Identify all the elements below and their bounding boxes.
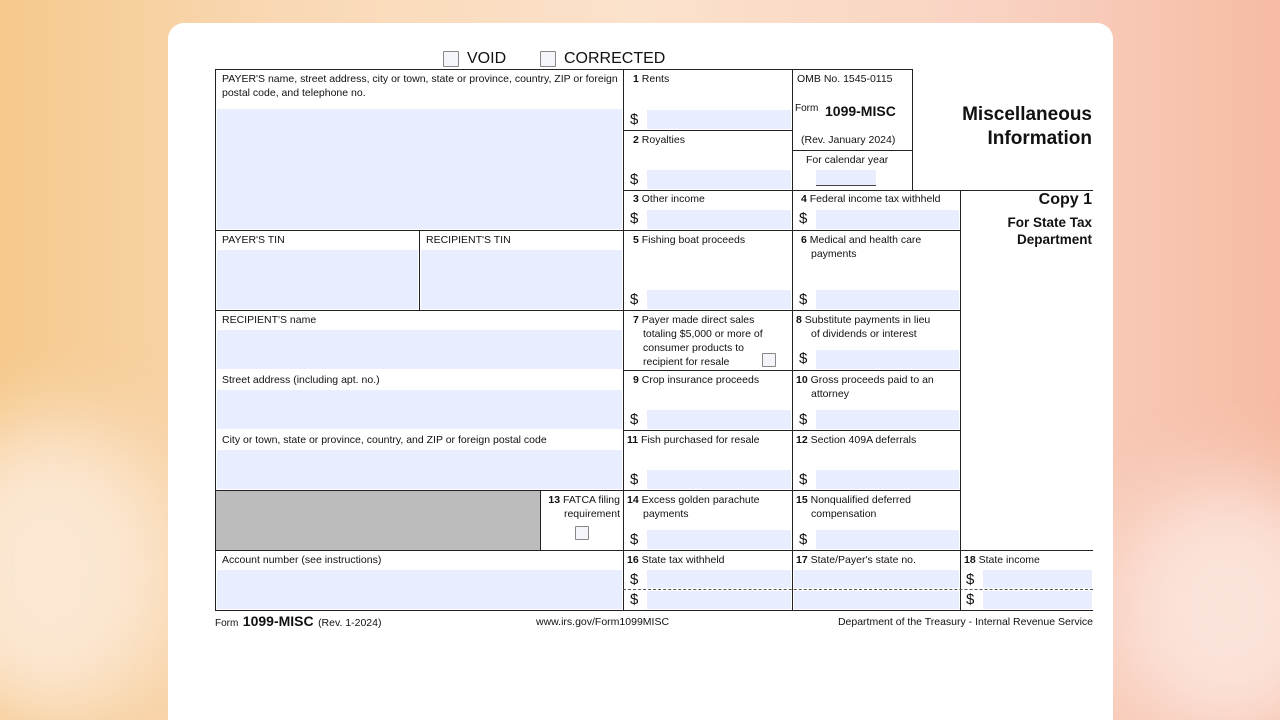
omb-number: OMB No. 1545-0115 [797,73,893,85]
corrected-label: CORRECTED [564,50,666,67]
grid-line [540,490,541,550]
box-11-label: 11 Fish purchased for resale [627,434,760,446]
currency-symbol: $ [630,210,639,227]
omb-form-name: 1099-MISC [825,103,896,119]
box-16-state-tax-field-2[interactable] [647,591,791,609]
currency-symbol: $ [630,571,639,588]
grid-line [623,430,960,431]
box-1-rents-field[interactable] [647,110,791,129]
grid-line [419,230,420,310]
currency-symbol: $ [630,411,639,428]
footer-url: www.irs.gov/Form1099MISC [536,616,670,628]
box-3-label: 3 Other income [633,193,705,205]
box-14-golden-parachute-field[interactable] [647,530,791,549]
box-4-label: 4 Federal income tax withheld [801,193,941,205]
box-5-label: 5 Fishing boat proceeds [633,234,746,246]
box-7-label-line3: consumer products to [643,342,744,354]
box-14-label-line2: payments [643,508,689,520]
box-8-substitute-field[interactable] [816,350,959,369]
box-16-state-tax-field-1[interactable] [647,570,791,588]
box-6-label: 6 Medical and health care [801,234,922,246]
box-15-label-line2: compensation [811,508,877,520]
box-8-label-line2: of dividends or interest [811,328,917,340]
grid-line-dashed [623,589,1093,590]
box-15-nonqualified-field[interactable] [816,530,959,549]
calendar-year-field[interactable] [816,170,876,185]
street-address-label: Street address (including apt. no.) [222,374,380,386]
box-5-fishing-boat-field[interactable] [647,290,791,309]
box-3-other-income-field[interactable] [647,210,791,229]
box-1-label: 1 Rents [633,73,670,85]
footer-department: Department of the Treasury - Internal Revenue Service [837,616,1093,628]
currency-symbol: $ [799,471,808,488]
box-13-label-line2: requirement [563,508,620,520]
payer-tin-label: PAYER'S TIN [222,234,285,246]
payer-tin-field[interactable] [217,250,418,309]
box-2-label: 2 Royalties [633,134,685,146]
account-number-field[interactable] [217,570,622,609]
grid-line [215,230,960,231]
currency-symbol: $ [799,210,808,227]
grid-line [215,310,960,311]
grid-line [960,190,961,610]
box-7-label-line4: recipient for resale [643,356,730,368]
currency-symbol: $ [630,111,639,128]
box-10-label: 10 Gross proceeds paid to an [796,374,934,386]
void-checkbox[interactable] [443,51,459,67]
currency-symbol: $ [799,350,808,367]
box-7-checkbox[interactable] [762,353,776,367]
footer-form-id: Form 1099-MISC (Rev. 1-2024) [215,613,382,629]
box-16-label: 16 State tax withheld [627,554,725,566]
payer-name-field[interactable] [217,109,622,229]
box-2-royalties-field[interactable] [647,170,791,189]
recipient-name-field[interactable] [217,330,622,369]
recipient-name-label: RECIPIENT'S name [222,314,317,326]
box-14-label: 14 Excess golden parachute [627,494,760,506]
box-12-409a-field[interactable] [816,470,959,489]
calendar-year-label: For calendar year [806,154,889,166]
grid-line [792,150,912,151]
box-11-fish-field[interactable] [647,470,791,489]
box-18-state-income-field-1[interactable] [983,570,1092,588]
grid-line [623,69,624,610]
omb-revision: (Rev. January 2024) [801,134,896,146]
box-17-state-no-field-1[interactable] [794,570,959,588]
box-9-crop-insurance-field[interactable] [647,410,791,429]
currency-symbol: $ [630,291,639,308]
street-address-field[interactable] [217,390,622,429]
currency-symbol: $ [799,411,808,428]
account-number-label: Account number (see instructions) [222,554,382,566]
copy-description: For State Tax Department [1007,215,1092,247]
currency-symbol: $ [630,531,639,548]
city-label: City or town, state or province, country, and ZIP or foreign postal code [222,434,547,446]
grid-line [912,69,913,190]
box-12-label: 12 Section 409A deferrals [796,434,917,446]
box-7-label: 7 Payer made direct sales [633,314,755,326]
currency-symbol: $ [630,471,639,488]
copy-title: Copy 1 [1038,191,1092,208]
grid-line [215,550,1093,551]
box-6-label-line2: payments [811,248,857,260]
grid-line [215,69,913,70]
box-17-state-no-field-2[interactable] [794,591,959,609]
fatca-checkbox[interactable] [575,526,589,540]
grid-line [215,610,1093,611]
currency-symbol: $ [630,171,639,188]
currency-symbol: $ [630,591,639,608]
box-10-label-line2: attorney [811,388,849,400]
form-title: Miscellaneous Information [962,104,1092,149]
box-10-attorney-field[interactable] [816,410,959,429]
box-18-label: 18 State income [964,554,1040,566]
box-15-label: 15 Nonqualified deferred [796,494,912,506]
box-17-label: 17 State/Payer's state no. [796,554,916,566]
city-field[interactable] [217,450,622,489]
box-8-label: 8 Substitute payments in lieu [796,314,931,326]
calendar-year-underline [816,185,876,186]
void-label: VOID [467,50,507,67]
corrected-checkbox[interactable] [540,51,556,67]
box-4-federal-tax-field[interactable] [816,210,959,229]
shaded-area [216,491,540,550]
box-13-label: 13 FATCA filing [548,494,620,506]
grid-line [623,130,792,131]
box-9-label: 9 Crop insurance proceeds [633,374,760,386]
box-7-label-line2: totaling $5,000 or more of [643,328,763,340]
currency-symbol: $ [966,571,975,588]
recipient-tin-field[interactable] [421,250,622,309]
box-6-medical-field[interactable] [816,290,959,309]
omb-form-prefix: Form [795,103,819,114]
recipient-tin-label: RECIPIENT'S TIN [426,234,511,246]
grid-line [623,370,960,371]
payer-name-label: PAYER'S name, street address, city or town, state or province, country, ZIP or foreign postal code, and telephone no. [222,73,618,99]
currency-symbol: $ [799,531,808,548]
box-18-state-income-field-2[interactable] [983,591,1092,609]
currency-symbol: $ [799,291,808,308]
currency-symbol: $ [966,591,975,608]
